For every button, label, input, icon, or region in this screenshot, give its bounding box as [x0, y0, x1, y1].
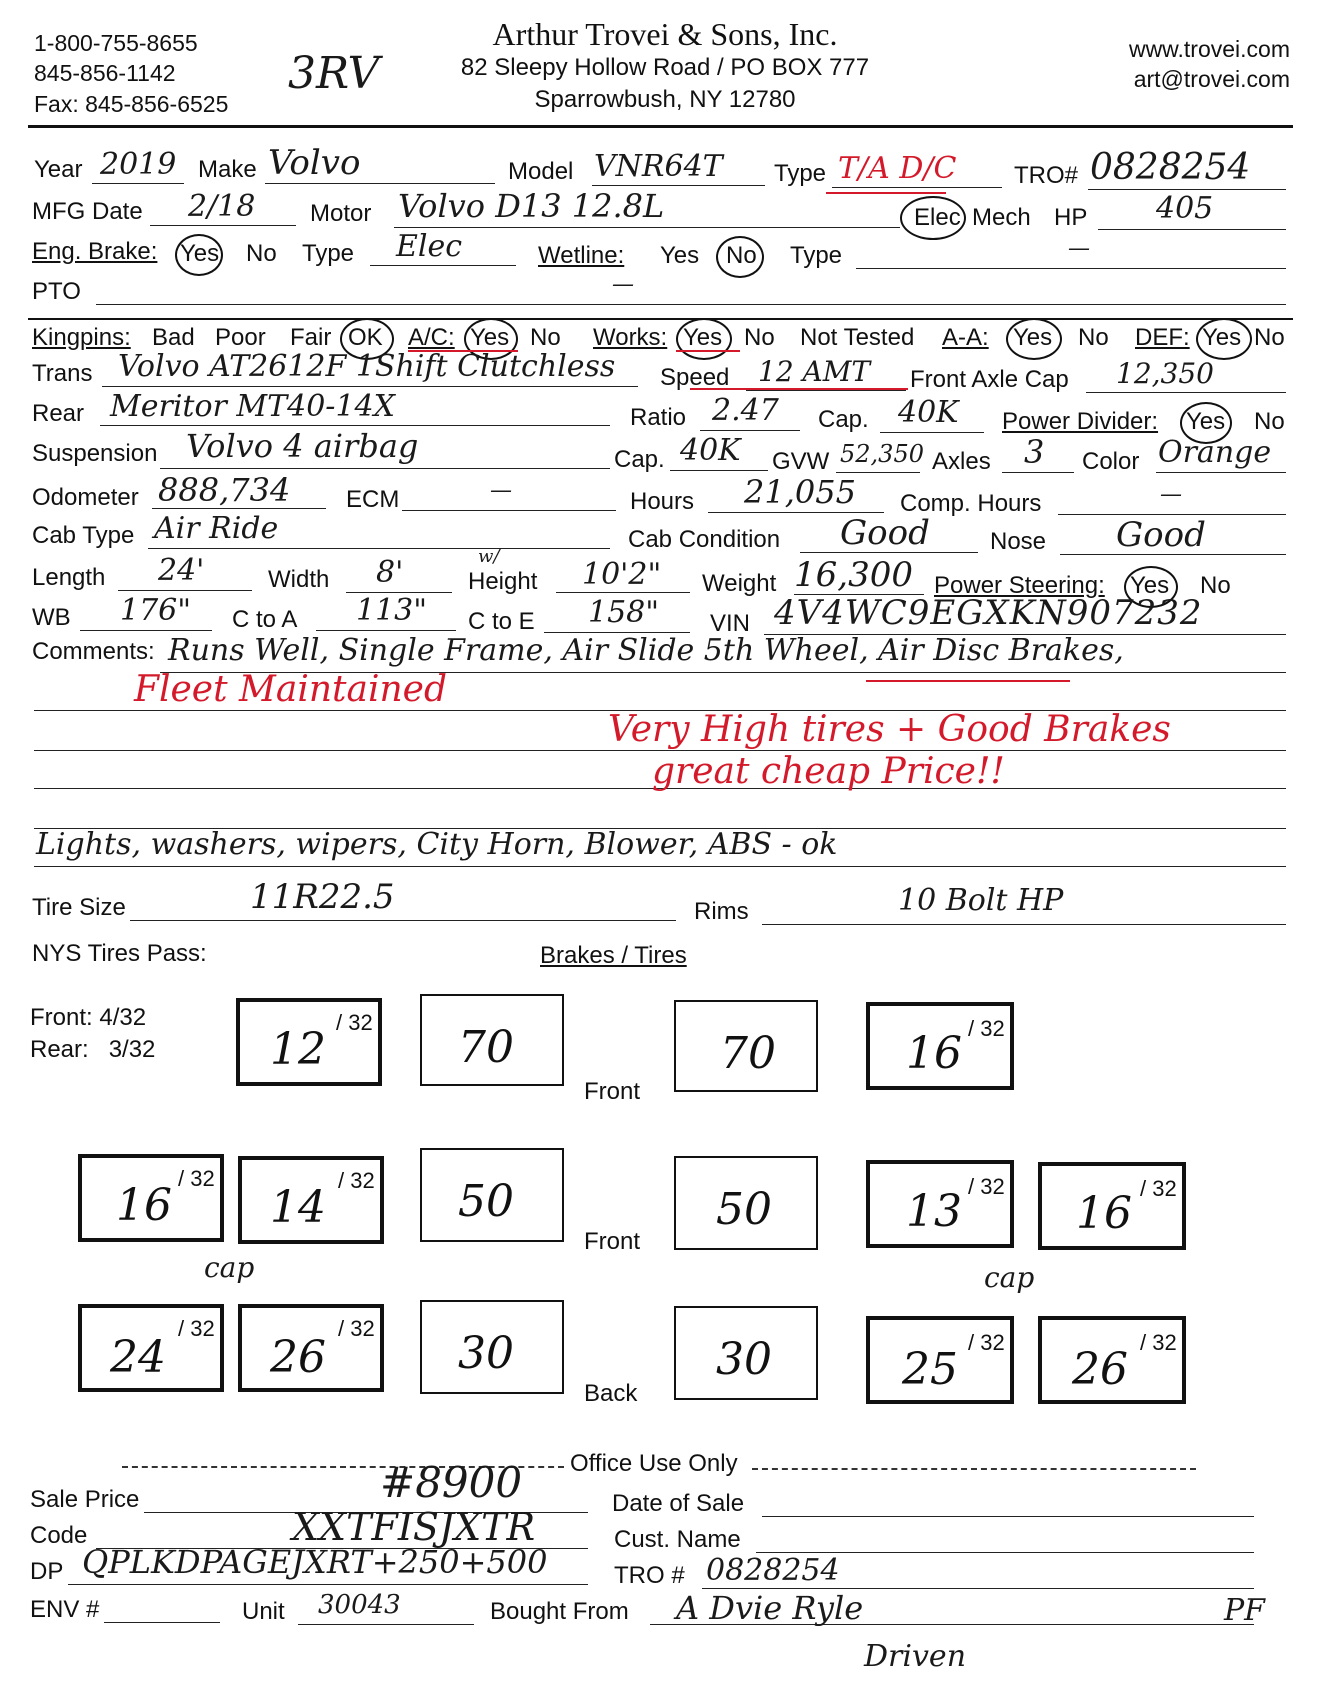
office-use-only-label: Office Use Only [570, 1450, 738, 1477]
unit-label: Unit [242, 1598, 285, 1625]
c-to-a-field[interactable] [316, 630, 456, 631]
def-label: DEF: [1135, 324, 1190, 351]
comments-label: Comments: [32, 638, 155, 665]
susp-cap-value: 40K [680, 433, 741, 468]
nose-value: Good [1116, 515, 1206, 555]
aa-label: A-A: [942, 324, 989, 351]
length-value: 24' [158, 553, 205, 588]
works-red-underline [676, 350, 740, 352]
ratio-value: 2.47 [712, 393, 779, 428]
cab-condition-value: Good [840, 513, 930, 553]
width-label: Width [268, 566, 330, 593]
model-label: Model [508, 158, 574, 185]
wetline-type-label: Type [790, 242, 843, 269]
bought-from-value: A Dvie Ryle [676, 1589, 864, 1627]
tire-row2-2-unit: / 32 [338, 1168, 375, 1193]
tire-row3-3-value: 25 [902, 1344, 958, 1395]
phone-1: 1-800-755-8655 [34, 30, 198, 56]
dp-label: DP [30, 1558, 64, 1585]
susp-cap-label: Cap. [614, 446, 665, 473]
tire-size-value: 11R22.5 [250, 877, 395, 917]
speed-value: 12 AMT [758, 355, 871, 388]
comment-red-underline [866, 680, 1070, 682]
rear-label: Rear [32, 400, 85, 427]
brake-row3-left-value: 30 [458, 1328, 514, 1379]
brakes-tires-heading: Brakes / Tires [540, 942, 687, 969]
brake-row2-right-value: 50 [716, 1184, 772, 1235]
def-no[interactable]: No [1254, 324, 1285, 351]
tire-row3-3-unit: / 32 [968, 1330, 1005, 1355]
cap-note-left: cap [204, 1251, 255, 1284]
tire-size-field[interactable] [130, 920, 676, 921]
weight-value: 16,300 [794, 555, 913, 595]
type-label: Type [774, 160, 827, 187]
trans-label: Trans [32, 360, 93, 387]
brake-row1-right-value: 70 [720, 1028, 776, 1079]
tire-row2-3-value: 13 [906, 1186, 962, 1237]
tire-row1-left[interactable] [236, 998, 382, 1086]
kingpins-bad[interactable]: Bad [152, 324, 195, 351]
comments-line-6[interactable] [34, 866, 1286, 867]
hp-label: HP [1054, 204, 1088, 231]
tro-label: TRO# [1014, 162, 1079, 189]
pto-label: PTO [32, 278, 81, 305]
wetline-label: Wetline: [538, 242, 625, 269]
dp-value: QPLKDPAGEJXRT+250+500 [82, 1543, 548, 1581]
year-field[interactable] [92, 183, 184, 184]
header-rule [28, 125, 1293, 128]
rims-value: 10 Bolt HP [898, 883, 1064, 918]
works-yes[interactable]: Yes [683, 324, 723, 351]
height-label: Height [468, 568, 538, 595]
tire-row2-2[interactable] [238, 1156, 384, 1244]
tire-row1-right-value: 16 [906, 1028, 962, 1079]
rims-label: Rims [694, 898, 749, 925]
unit-field[interactable] [298, 1624, 474, 1625]
width-value: 8' [376, 555, 404, 590]
email: art@trovei.com [1133, 66, 1290, 92]
comment-line-4: great cheap Price!! [652, 751, 1005, 792]
front-axle-label-2: Front [584, 1228, 641, 1255]
brake-row3-right-value: 30 [716, 1334, 772, 1385]
rear-cap-label: Cap. [818, 406, 869, 433]
power-divider-label: Power Divider: [1002, 408, 1159, 435]
bought-from-initials: PF [1224, 1593, 1266, 1628]
suspension-value: Volvo 4 airbag [186, 427, 419, 465]
unit-value: 30043 [318, 1590, 401, 1620]
office-divider-right [752, 1468, 1196, 1470]
front-requirement: Front: 4/32 [30, 1004, 147, 1031]
cust-name-label: Cust. Name [614, 1526, 741, 1553]
tro-value: 0828254 [1090, 147, 1251, 188]
tire-row1-right-unit: / 32 [968, 1016, 1005, 1041]
tro-field[interactable] [1088, 189, 1286, 190]
brake-row2-right[interactable] [674, 1156, 818, 1250]
tire-row3-2-unit: / 32 [338, 1316, 375, 1341]
hours-label: Hours [630, 488, 695, 515]
eng-brake-type-value: Elec [396, 229, 463, 264]
rear-cap-field[interactable] [880, 432, 984, 433]
elec-option[interactable]: Elec [914, 204, 961, 231]
brake-row3-left[interactable] [420, 1300, 564, 1394]
wetline-type-value: — [1068, 236, 1090, 261]
odometer-label: Odometer [32, 484, 139, 511]
wb-label: WB [32, 604, 71, 631]
tire-row2-1-value: 16 [116, 1180, 172, 1231]
brake-row2-left[interactable] [420, 1148, 564, 1242]
motor-field[interactable] [394, 227, 900, 228]
dp-field[interactable] [68, 1584, 588, 1585]
bought-from-label: Bought From [490, 1598, 629, 1625]
motor-label: Motor [310, 200, 372, 227]
rear-cap-value: 40K [898, 395, 959, 430]
tire-row3-4-value: 26 [1072, 1344, 1128, 1395]
length-label: Length [32, 564, 106, 591]
height-w-note: w/ [478, 546, 500, 567]
wetline-no[interactable]: No [726, 242, 757, 269]
speed-red-underline [690, 388, 908, 390]
handwritten-tag: 3RV [288, 48, 380, 99]
eng-brake-type-label: Type [302, 240, 355, 267]
year-value: 2019 [100, 147, 177, 182]
hp-field[interactable] [1098, 229, 1286, 230]
tro2-label: TRO # [614, 1562, 685, 1589]
wb-field[interactable] [80, 630, 212, 631]
c-to-a-value: 113" [356, 593, 428, 628]
cab-condition-label: Cab Condition [628, 526, 781, 553]
make-field[interactable] [265, 183, 495, 184]
front-axle-cap-value: 12,350 [1116, 357, 1214, 390]
kingpins-label: Kingpins: [32, 324, 131, 351]
kingpins-ok[interactable]: OK [348, 324, 383, 351]
driven-note: Driven [864, 1639, 967, 1674]
aa-yes[interactable]: Yes [1013, 324, 1053, 351]
eng-brake-type-field[interactable] [370, 265, 516, 266]
comment-line-2: Fleet Maintained [134, 669, 448, 710]
power-steering-no[interactable]: No [1200, 572, 1231, 599]
rear-field[interactable] [100, 425, 610, 426]
color-field[interactable] [1156, 472, 1286, 473]
trans-field[interactable] [102, 386, 638, 387]
front-axle-cap-field[interactable] [1086, 392, 1286, 393]
speed-field[interactable] [746, 390, 906, 391]
susp-cap-field[interactable] [670, 470, 768, 471]
cap-note-right: cap [984, 1261, 1035, 1294]
code-value: XXTFISJXTR [292, 1505, 536, 1549]
tire-row3-3[interactable] [866, 1316, 1014, 1404]
brake-row2-left-value: 50 [458, 1176, 514, 1227]
def-yes[interactable]: Yes [1202, 324, 1242, 351]
length-field[interactable] [118, 590, 252, 591]
brake-row1-left-value: 70 [458, 1022, 514, 1073]
vin-label: VIN [710, 610, 751, 637]
c-to-e-label: C to E [468, 608, 535, 635]
ratio-field[interactable] [700, 430, 800, 431]
wetline-type-field[interactable] [856, 268, 1286, 269]
ecm-field[interactable] [402, 510, 616, 511]
model-field[interactable] [592, 185, 765, 186]
trans-value: Volvo AT2612F 1Shift Clutchless [118, 349, 616, 384]
mfg-date-value: 2/18 [188, 189, 256, 224]
tire-row3-2[interactable] [238, 1304, 384, 1392]
front-axle-label-1: Front [584, 1078, 641, 1105]
tire-row3-4-unit: / 32 [1140, 1330, 1177, 1355]
works-no[interactable]: No [744, 324, 775, 351]
c-to-e-value: 158" [588, 595, 660, 630]
brake-row1-left[interactable] [420, 994, 564, 1086]
ac-no[interactable]: No [530, 324, 561, 351]
eng-brake-yes[interactable]: Yes [180, 240, 220, 267]
comment-line-1: Runs Well, Single Frame, Air Slide 5th Wheel, Air Disc Brakes, [168, 633, 1124, 668]
date-of-sale-field[interactable] [762, 1516, 1254, 1517]
comp-hours-value: — [1160, 482, 1182, 507]
speed-label: Speed [660, 364, 730, 391]
ecm-label: ECM [346, 486, 400, 513]
mfg-date-label: MFG Date [32, 198, 143, 225]
kingpins-fair[interactable]: Fair [290, 324, 332, 351]
tire-row3-2-value: 26 [270, 1332, 326, 1383]
odometer-value: 888,734 [158, 471, 291, 509]
env-field[interactable] [104, 1622, 220, 1623]
cab-type-value: Air Ride [154, 511, 279, 546]
suspension-field[interactable] [160, 468, 610, 469]
year-label: Year [34, 156, 83, 183]
company-address-2: Sparrowbush, NY 12780 [534, 86, 796, 113]
axles-field[interactable] [1002, 472, 1074, 473]
tire-row3-1[interactable] [78, 1304, 224, 1392]
section-rule-1 [28, 318, 1293, 320]
gvw-value: 52,350 [840, 440, 924, 468]
company-address-1: 82 Sleepy Hollow Road / PO BOX 777 [460, 54, 870, 81]
brake-row1-right[interactable] [674, 1000, 818, 1092]
comment-line-5: Lights, washers, wipers, City Horn, Blower, ABS - ok [36, 827, 838, 862]
weight-label: Weight [702, 570, 777, 597]
axles-value: 3 [1024, 433, 1045, 471]
motor-value: Volvo D13 12.8L [398, 187, 665, 225]
tire-size-label: Tire Size [32, 894, 126, 921]
tro2-value: 0828254 [706, 1553, 840, 1588]
aa-no[interactable]: No [1078, 324, 1109, 351]
model-value: VNR64T [594, 149, 723, 184]
env-label: ENV # [30, 1596, 100, 1623]
tire-row1-left-value: 12 [270, 1024, 326, 1075]
nose-label: Nose [990, 528, 1047, 555]
works-not-tested[interactable]: Not Tested [800, 324, 915, 351]
rear-requirement: Rear: 3/32 [30, 1036, 156, 1063]
comment-line-3: Very High tires + Good Brakes [608, 709, 1171, 750]
ac-yes[interactable]: Yes [470, 324, 510, 351]
cab-type-label: Cab Type [32, 522, 135, 549]
mfg-date-field[interactable] [150, 225, 296, 226]
tire-row2-2-value: 14 [270, 1182, 326, 1233]
tire-row2-3-unit: / 32 [968, 1174, 1005, 1199]
tire-row3-1-unit: / 32 [178, 1316, 215, 1341]
website: www.trovei.com [1128, 36, 1290, 62]
back-axle-label: Back [584, 1380, 638, 1407]
tire-row2-3[interactable] [866, 1160, 1014, 1248]
tire-row3-1-value: 24 [110, 1332, 166, 1383]
tire-row1-left-unit: / 32 [336, 1010, 373, 1035]
comp-hours-label: Comp. Hours [900, 490, 1042, 517]
front-axle-cap-label: Front Axle Cap [910, 366, 1069, 393]
height-value: 10'2" [582, 557, 662, 592]
code-label: Code [30, 1522, 88, 1549]
sale-price-label: Sale Price [30, 1486, 140, 1513]
gvw-label: GVW [772, 448, 830, 475]
power-divider-yes[interactable]: Yes [1186, 408, 1226, 435]
tire-row1-right[interactable] [866, 1002, 1014, 1090]
ratio-label: Ratio [630, 404, 687, 431]
make-label: Make [198, 156, 257, 183]
eng-brake-no[interactable]: No [246, 240, 277, 267]
make-value: Volvo [268, 143, 361, 183]
tire-row2-4[interactable] [1038, 1162, 1186, 1250]
axles-label: Axles [932, 448, 991, 475]
brake-row3-right[interactable] [674, 1306, 818, 1400]
works-label: Works: [593, 324, 668, 351]
nys-tires-pass-label: NYS Tires Pass: [32, 940, 207, 967]
height-field[interactable] [556, 592, 690, 593]
eng-brake-label: Eng. Brake: [32, 238, 158, 265]
ac-label: A/C: [408, 324, 455, 351]
ecm-value: — [490, 478, 512, 503]
color-label: Color [1082, 448, 1140, 475]
type-field[interactable] [832, 187, 1002, 188]
date-of-sale-label: Date of Sale [612, 1490, 745, 1517]
rear-value: Meritor MT40-14X [110, 389, 395, 424]
tire-row2-1-unit: / 32 [178, 1166, 215, 1191]
pto-field[interactable] [96, 304, 1286, 305]
kingpins-poor[interactable]: Poor [215, 324, 266, 351]
power-steering-yes[interactable]: Yes [1130, 572, 1170, 599]
c-to-a-label: C to A [232, 606, 298, 633]
company-name: Arthur Trovei & Sons, Inc. [492, 16, 838, 52]
power-divider-no[interactable]: No [1254, 408, 1285, 435]
sale-price-value: #8900 [380, 1458, 523, 1507]
hours-value: 21,055 [744, 473, 856, 511]
fax: Fax: 845-856-6525 [34, 91, 229, 117]
pto-value: — [612, 272, 634, 297]
power-steering-label: Power Steering: [934, 572, 1105, 599]
wb-value: 176" [120, 593, 192, 628]
type-value: T/A D/C [838, 151, 957, 186]
color-value: Orange [1158, 435, 1272, 470]
suspension-label: Suspension [32, 440, 158, 467]
type-red-underline [826, 192, 946, 194]
phone-2: 845-856-1142 [34, 60, 176, 86]
tire-row3-4[interactable] [1038, 1316, 1186, 1404]
hp-value: 405 [1156, 191, 1214, 226]
vin-value: 4V4WC9EGXKN907232 [774, 593, 1203, 633]
tire-row2-1[interactable] [78, 1154, 224, 1242]
rims-field[interactable] [762, 924, 1286, 925]
mech-option[interactable]: Mech [972, 204, 1031, 231]
cab-type-field[interactable] [148, 548, 610, 549]
tire-row2-4-value: 16 [1076, 1188, 1132, 1239]
tire-row2-4-unit: / 32 [1140, 1176, 1177, 1201]
wetline-yes[interactable]: Yes [660, 242, 700, 269]
